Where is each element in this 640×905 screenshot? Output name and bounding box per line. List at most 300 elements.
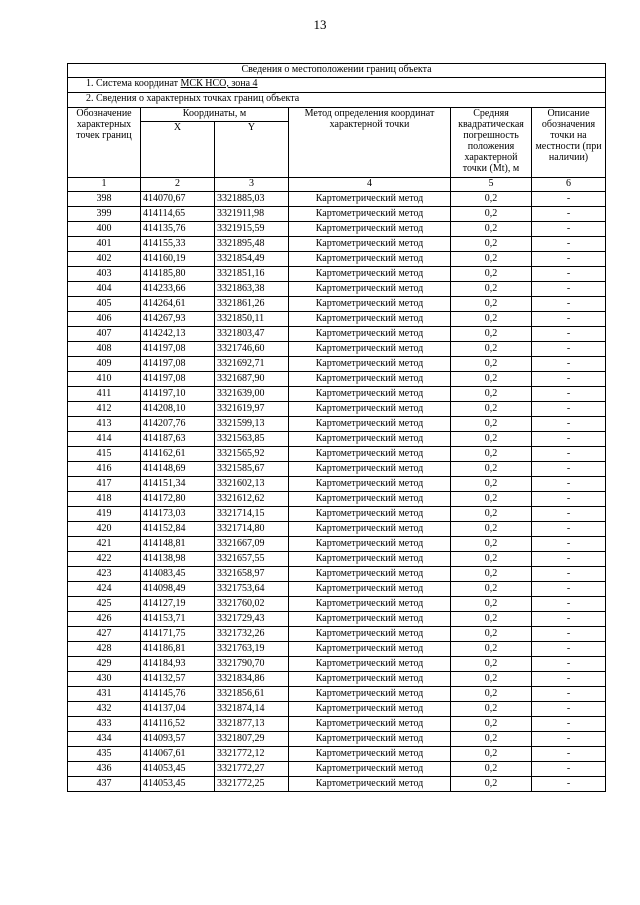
accuracy-cell: 0,2 bbox=[451, 762, 532, 777]
table-row bbox=[68, 312, 606, 327]
accuracy-cell: 0,2 bbox=[451, 492, 532, 507]
x-coordinate-cell: 414053,45 bbox=[141, 762, 215, 777]
method-cell: Картометрический метод bbox=[289, 447, 451, 462]
point-number-cell: 408 bbox=[68, 342, 141, 357]
accuracy-cell: 0,2 bbox=[451, 552, 532, 567]
x-coordinate-cell: 414185,80 bbox=[141, 267, 215, 282]
x-coordinate-cell: 414067,61 bbox=[141, 747, 215, 762]
table-row bbox=[68, 657, 606, 672]
y-coordinate-cell: 3321874,14 bbox=[215, 702, 289, 717]
accuracy-cell: 0,2 bbox=[451, 432, 532, 447]
point-number-cell: 431 bbox=[68, 687, 141, 702]
accuracy-cell: 0,2 bbox=[451, 387, 532, 402]
x-coordinate-cell: 414114,65 bbox=[141, 207, 215, 222]
point-number-cell: 412 bbox=[68, 402, 141, 417]
point-number-cell: 425 bbox=[68, 597, 141, 612]
table-row bbox=[68, 447, 606, 462]
accuracy-cell: 0,2 bbox=[451, 192, 532, 207]
description-cell: - bbox=[532, 762, 606, 777]
point-number-cell: 433 bbox=[68, 717, 141, 732]
table-row bbox=[68, 687, 606, 702]
x-coordinate-cell: 414264,61 bbox=[141, 297, 215, 312]
table-row bbox=[68, 477, 606, 492]
table-row bbox=[68, 282, 606, 297]
method-cell: Картометрический метод bbox=[289, 522, 451, 537]
method-cell: Картометрический метод bbox=[289, 252, 451, 267]
point-number-cell: 416 bbox=[68, 462, 141, 477]
description-cell: - bbox=[532, 447, 606, 462]
table-row bbox=[68, 432, 606, 447]
x-coordinate-cell: 414184,93 bbox=[141, 657, 215, 672]
method-cell: Картометрический метод bbox=[289, 327, 451, 342]
description-cell: - bbox=[532, 657, 606, 672]
accuracy-cell: 0,2 bbox=[451, 507, 532, 522]
table-row bbox=[68, 327, 606, 342]
table-row bbox=[68, 777, 606, 792]
y-coordinate-cell: 3321746,60 bbox=[215, 342, 289, 357]
x-coordinate-cell: 414098,49 bbox=[141, 582, 215, 597]
x-coordinate-cell: 414186,81 bbox=[141, 642, 215, 657]
method-cell: Картометрический метод bbox=[289, 192, 451, 207]
y-coordinate-cell: 3321657,55 bbox=[215, 552, 289, 567]
method-cell: Картометрический метод bbox=[289, 342, 451, 357]
y-coordinate-cell: 3321692,71 bbox=[215, 357, 289, 372]
point-number-cell: 423 bbox=[68, 567, 141, 582]
x-coordinate-cell: 414151,34 bbox=[141, 477, 215, 492]
description-cell: - bbox=[532, 627, 606, 642]
point-number-cell: 420 bbox=[68, 522, 141, 537]
method-cell: Картометрический метод bbox=[289, 747, 451, 762]
accuracy-cell: 0,2 bbox=[451, 747, 532, 762]
point-number-cell: 399 bbox=[68, 207, 141, 222]
accuracy-cell: 0,2 bbox=[451, 207, 532, 222]
x-coordinate-cell: 414116,52 bbox=[141, 717, 215, 732]
y-coordinate-cell: 3321895,48 bbox=[215, 237, 289, 252]
accuracy-cell: 0,2 bbox=[451, 372, 532, 387]
accuracy-cell: 0,2 bbox=[451, 267, 532, 282]
description-cell: - bbox=[532, 672, 606, 687]
table-row bbox=[68, 417, 606, 432]
table-row bbox=[68, 222, 606, 237]
point-number-cell: 414 bbox=[68, 432, 141, 447]
description-cell: - bbox=[532, 387, 606, 402]
method-cell: Картометрический метод bbox=[289, 567, 451, 582]
description-cell: - bbox=[532, 477, 606, 492]
y-coordinate-cell: 3321854,49 bbox=[215, 252, 289, 267]
y-coordinate-cell: 3321714,80 bbox=[215, 522, 289, 537]
table-row bbox=[68, 552, 606, 567]
description-cell: - bbox=[532, 417, 606, 432]
table-row bbox=[68, 762, 606, 777]
x-coordinate-cell: 414153,71 bbox=[141, 612, 215, 627]
x-coordinate-cell: 414138,98 bbox=[141, 552, 215, 567]
description-cell: - bbox=[532, 402, 606, 417]
accuracy-cell: 0,2 bbox=[451, 462, 532, 477]
point-number-cell: 398 bbox=[68, 192, 141, 207]
accuracy-cell: 0,2 bbox=[451, 702, 532, 717]
column-number: 1 bbox=[68, 178, 141, 192]
accuracy-cell: 0,2 bbox=[451, 477, 532, 492]
x-coordinate-cell: 414173,03 bbox=[141, 507, 215, 522]
method-cell: Картометрический метод bbox=[289, 357, 451, 372]
y-coordinate-cell: 3321803,47 bbox=[215, 327, 289, 342]
accuracy-cell: 0,2 bbox=[451, 597, 532, 612]
description-cell: - bbox=[532, 372, 606, 387]
description-cell: - bbox=[532, 732, 606, 747]
point-number-cell: 434 bbox=[68, 732, 141, 747]
accuracy-cell: 0,2 bbox=[451, 777, 532, 792]
y-coordinate-cell: 3321619,97 bbox=[215, 402, 289, 417]
accuracy-cell: 0,2 bbox=[451, 612, 532, 627]
y-coordinate-cell: 3321599,13 bbox=[215, 417, 289, 432]
point-number-cell: 429 bbox=[68, 657, 141, 672]
description-cell: - bbox=[532, 222, 606, 237]
method-cell: Картометрический метод bbox=[289, 642, 451, 657]
point-number-cell: 417 bbox=[68, 477, 141, 492]
accuracy-cell: 0,2 bbox=[451, 342, 532, 357]
y-coordinate-cell: 3321772,25 bbox=[215, 777, 289, 792]
method-cell: Картометрический метод bbox=[289, 597, 451, 612]
x-coordinate-cell: 414172,80 bbox=[141, 492, 215, 507]
header-x: X bbox=[141, 122, 215, 178]
description-cell: - bbox=[532, 507, 606, 522]
description-cell: - bbox=[532, 582, 606, 597]
x-coordinate-cell: 414267,93 bbox=[141, 312, 215, 327]
table-title: Сведения о местоположении границ объекта bbox=[68, 64, 606, 78]
method-cell: Картометрический метод bbox=[289, 717, 451, 732]
coordinate-system-label: 1. Система координат bbox=[86, 78, 181, 89]
x-coordinate-cell: 414197,08 bbox=[141, 357, 215, 372]
description-cell: - bbox=[532, 522, 606, 537]
description-cell: - bbox=[532, 237, 606, 252]
accuracy-cell: 0,2 bbox=[451, 582, 532, 597]
table-row bbox=[68, 627, 606, 642]
point-number-cell: 415 bbox=[68, 447, 141, 462]
table-row bbox=[68, 267, 606, 282]
point-number-cell: 435 bbox=[68, 747, 141, 762]
accuracy-cell: 0,2 bbox=[451, 732, 532, 747]
point-number-cell: 404 bbox=[68, 282, 141, 297]
point-number-cell: 405 bbox=[68, 297, 141, 312]
x-coordinate-cell: 414070,67 bbox=[141, 192, 215, 207]
boundary-points-table bbox=[67, 63, 606, 792]
y-coordinate-cell: 3321877,13 bbox=[215, 717, 289, 732]
x-coordinate-cell: 414093,57 bbox=[141, 732, 215, 747]
y-coordinate-cell: 3321885,03 bbox=[215, 192, 289, 207]
description-cell: - bbox=[532, 567, 606, 582]
method-cell: Картометрический метод bbox=[289, 417, 451, 432]
method-cell: Картометрический метод bbox=[289, 702, 451, 717]
method-cell: Картометрический метод bbox=[289, 732, 451, 747]
x-coordinate-cell: 414135,76 bbox=[141, 222, 215, 237]
description-cell: - bbox=[532, 432, 606, 447]
table-row bbox=[68, 297, 606, 312]
y-coordinate-cell: 3321911,98 bbox=[215, 207, 289, 222]
accuracy-cell: 0,2 bbox=[451, 357, 532, 372]
table-row bbox=[68, 747, 606, 762]
column-number: 6 bbox=[532, 178, 606, 192]
x-coordinate-cell: 414197,08 bbox=[141, 372, 215, 387]
header-y: Y bbox=[215, 122, 289, 178]
coordinate-system-line bbox=[68, 78, 606, 93]
x-coordinate-cell: 414083,45 bbox=[141, 567, 215, 582]
x-coordinate-cell: 414233,66 bbox=[141, 282, 215, 297]
x-coordinate-cell: 414155,33 bbox=[141, 237, 215, 252]
table-row bbox=[68, 192, 606, 207]
table-row bbox=[68, 492, 606, 507]
x-coordinate-cell: 414160,19 bbox=[141, 252, 215, 267]
point-number-cell: 424 bbox=[68, 582, 141, 597]
y-coordinate-cell: 3321753,64 bbox=[215, 582, 289, 597]
description-cell: - bbox=[532, 462, 606, 477]
header-accuracy: Средняя квадратическая погрешность положения характерной точки (Mt), м bbox=[451, 108, 532, 178]
description-cell: - bbox=[532, 312, 606, 327]
point-number-cell: 400 bbox=[68, 222, 141, 237]
table-body bbox=[68, 192, 606, 792]
description-cell: - bbox=[532, 207, 606, 222]
point-number-cell: 432 bbox=[68, 702, 141, 717]
y-coordinate-cell: 3321856,61 bbox=[215, 687, 289, 702]
method-cell: Картометрический метод bbox=[289, 507, 451, 522]
description-cell: - bbox=[532, 777, 606, 792]
point-number-cell: 436 bbox=[68, 762, 141, 777]
x-coordinate-cell: 414187,63 bbox=[141, 432, 215, 447]
y-coordinate-cell: 3321563,85 bbox=[215, 432, 289, 447]
x-coordinate-cell: 414208,10 bbox=[141, 402, 215, 417]
table-row bbox=[68, 207, 606, 222]
y-coordinate-cell: 3321732,26 bbox=[215, 627, 289, 642]
column-number: 2 bbox=[141, 178, 215, 192]
header-coordinates: Координаты, м bbox=[141, 108, 289, 122]
table-row bbox=[68, 537, 606, 552]
table-row bbox=[68, 567, 606, 582]
x-coordinate-cell: 414171,75 bbox=[141, 627, 215, 642]
table-row bbox=[68, 642, 606, 657]
method-cell: Картометрический метод bbox=[289, 222, 451, 237]
accuracy-cell: 0,2 bbox=[451, 717, 532, 732]
y-coordinate-cell: 3321863,38 bbox=[215, 282, 289, 297]
y-coordinate-cell: 3321807,29 bbox=[215, 732, 289, 747]
y-coordinate-cell: 3321602,13 bbox=[215, 477, 289, 492]
page-number: 13 bbox=[313, 17, 327, 32]
description-cell: - bbox=[532, 492, 606, 507]
description-cell: - bbox=[532, 642, 606, 657]
accuracy-cell: 0,2 bbox=[451, 282, 532, 297]
header-point-designation: Обозначение характерных точек границ bbox=[68, 108, 141, 178]
method-cell: Картометрический метод bbox=[289, 762, 451, 777]
method-cell: Картометрический метод bbox=[289, 297, 451, 312]
description-cell: - bbox=[532, 702, 606, 717]
description-cell: - bbox=[532, 252, 606, 267]
accuracy-cell: 0,2 bbox=[451, 252, 532, 267]
accuracy-cell: 0,2 bbox=[451, 222, 532, 237]
table-row bbox=[68, 582, 606, 597]
table-row bbox=[68, 702, 606, 717]
y-coordinate-cell: 3321687,90 bbox=[215, 372, 289, 387]
y-coordinate-cell: 3321612,62 bbox=[215, 492, 289, 507]
column-number: 4 bbox=[289, 178, 451, 192]
method-cell: Картометрический метод bbox=[289, 627, 451, 642]
points-heading: 2. Сведения о характерных точках границ объекта bbox=[68, 93, 606, 108]
table-row bbox=[68, 402, 606, 417]
accuracy-cell: 0,2 bbox=[451, 642, 532, 657]
y-coordinate-cell: 3321763,19 bbox=[215, 642, 289, 657]
description-cell: - bbox=[532, 282, 606, 297]
x-coordinate-cell: 414127,19 bbox=[141, 597, 215, 612]
table-row bbox=[68, 597, 606, 612]
point-number-cell: 413 bbox=[68, 417, 141, 432]
method-cell: Картометрический метод bbox=[289, 612, 451, 627]
method-cell: Картометрический метод bbox=[289, 207, 451, 222]
method-cell: Картометрический метод bbox=[289, 282, 451, 297]
y-coordinate-cell: 3321760,02 bbox=[215, 597, 289, 612]
method-cell: Картометрический метод bbox=[289, 477, 451, 492]
method-cell: Картометрический метод bbox=[289, 777, 451, 792]
point-number-cell: 421 bbox=[68, 537, 141, 552]
accuracy-cell: 0,2 bbox=[451, 567, 532, 582]
table-row bbox=[68, 342, 606, 357]
x-coordinate-cell: 414162,61 bbox=[141, 447, 215, 462]
description-cell: - bbox=[532, 267, 606, 282]
accuracy-cell: 0,2 bbox=[451, 237, 532, 252]
method-cell: Картометрический метод bbox=[289, 687, 451, 702]
point-number-cell: 402 bbox=[68, 252, 141, 267]
point-number-cell: 430 bbox=[68, 672, 141, 687]
method-cell: Картометрический метод bbox=[289, 372, 451, 387]
x-coordinate-cell: 414053,45 bbox=[141, 777, 215, 792]
y-coordinate-cell: 3321772,27 bbox=[215, 762, 289, 777]
point-number-cell: 409 bbox=[68, 357, 141, 372]
accuracy-cell: 0,2 bbox=[451, 327, 532, 342]
y-coordinate-cell: 3321851,16 bbox=[215, 267, 289, 282]
x-coordinate-cell: 414137,04 bbox=[141, 702, 215, 717]
x-coordinate-cell: 414207,76 bbox=[141, 417, 215, 432]
description-cell: - bbox=[532, 327, 606, 342]
point-number-cell: 427 bbox=[68, 627, 141, 642]
table-row bbox=[68, 732, 606, 747]
description-cell: - bbox=[532, 342, 606, 357]
point-number-cell: 411 bbox=[68, 387, 141, 402]
point-number-cell: 407 bbox=[68, 327, 141, 342]
y-coordinate-cell: 3321850,11 bbox=[215, 312, 289, 327]
x-coordinate-cell: 414152,84 bbox=[141, 522, 215, 537]
method-cell: Картометрический метод bbox=[289, 387, 451, 402]
method-cell: Картометрический метод bbox=[289, 267, 451, 282]
point-number-cell: 428 bbox=[68, 642, 141, 657]
accuracy-cell: 0,2 bbox=[451, 447, 532, 462]
description-cell: - bbox=[532, 537, 606, 552]
accuracy-cell: 0,2 bbox=[451, 522, 532, 537]
header-method: Метод определения координат характерной точки bbox=[289, 108, 451, 178]
method-cell: Картометрический метод bbox=[289, 237, 451, 252]
x-coordinate-cell: 414242,13 bbox=[141, 327, 215, 342]
table-row bbox=[68, 522, 606, 537]
y-coordinate-cell: 3321915,59 bbox=[215, 222, 289, 237]
y-coordinate-cell: 3321658,97 bbox=[215, 567, 289, 582]
y-coordinate-cell: 3321714,15 bbox=[215, 507, 289, 522]
method-cell: Картометрический метод bbox=[289, 402, 451, 417]
table-row bbox=[68, 462, 606, 477]
y-coordinate-cell: 3321565,92 bbox=[215, 447, 289, 462]
description-cell: - bbox=[532, 687, 606, 702]
method-cell: Картометрический метод bbox=[289, 537, 451, 552]
column-number: 3 bbox=[215, 178, 289, 192]
x-coordinate-cell: 414197,10 bbox=[141, 387, 215, 402]
description-cell: - bbox=[532, 297, 606, 312]
method-cell: Картометрический метод bbox=[289, 552, 451, 567]
x-coordinate-cell: 414148,81 bbox=[141, 537, 215, 552]
point-number-cell: 406 bbox=[68, 312, 141, 327]
y-coordinate-cell: 3321790,70 bbox=[215, 657, 289, 672]
point-number-cell: 401 bbox=[68, 237, 141, 252]
y-coordinate-cell: 3321639,00 bbox=[215, 387, 289, 402]
point-number-cell: 426 bbox=[68, 612, 141, 627]
table-row bbox=[68, 507, 606, 522]
x-coordinate-cell: 414132,57 bbox=[141, 672, 215, 687]
method-cell: Картометрический метод bbox=[289, 492, 451, 507]
accuracy-cell: 0,2 bbox=[451, 537, 532, 552]
description-cell: - bbox=[532, 717, 606, 732]
point-number-cell: 437 bbox=[68, 777, 141, 792]
header-description: Описание обозначения точки на местности (при наличии) bbox=[532, 108, 606, 178]
accuracy-cell: 0,2 bbox=[451, 297, 532, 312]
description-cell: - bbox=[532, 357, 606, 372]
y-coordinate-cell: 3321772,12 bbox=[215, 747, 289, 762]
y-coordinate-cell: 3321667,09 bbox=[215, 537, 289, 552]
y-coordinate-cell: 3321861,26 bbox=[215, 297, 289, 312]
table-row bbox=[68, 387, 606, 402]
accuracy-cell: 0,2 bbox=[451, 687, 532, 702]
coordinate-system-value: МСК НСО, зона 4 bbox=[180, 78, 258, 89]
point-number-cell: 419 bbox=[68, 507, 141, 522]
column-number: 5 bbox=[451, 178, 532, 192]
table-row bbox=[68, 672, 606, 687]
x-coordinate-cell: 414197,08 bbox=[141, 342, 215, 357]
description-cell: - bbox=[532, 192, 606, 207]
table-row bbox=[68, 237, 606, 252]
method-cell: Картометрический метод bbox=[289, 657, 451, 672]
table-row bbox=[68, 717, 606, 732]
x-coordinate-cell: 414145,76 bbox=[141, 687, 215, 702]
table-row bbox=[68, 372, 606, 387]
description-cell: - bbox=[532, 612, 606, 627]
x-coordinate-cell: 414148,69 bbox=[141, 462, 215, 477]
accuracy-cell: 0,2 bbox=[451, 417, 532, 432]
point-number-cell: 418 bbox=[68, 492, 141, 507]
table-row bbox=[68, 612, 606, 627]
y-coordinate-cell: 3321585,67 bbox=[215, 462, 289, 477]
method-cell: Картометрический метод bbox=[289, 462, 451, 477]
table-row bbox=[68, 357, 606, 372]
description-cell: - bbox=[532, 747, 606, 762]
point-number-cell: 403 bbox=[68, 267, 141, 282]
y-coordinate-cell: 3321834,86 bbox=[215, 672, 289, 687]
accuracy-cell: 0,2 bbox=[451, 672, 532, 687]
method-cell: Картометрический метод bbox=[289, 672, 451, 687]
accuracy-cell: 0,2 bbox=[451, 657, 532, 672]
y-coordinate-cell: 3321729,43 bbox=[215, 612, 289, 627]
point-number-cell: 422 bbox=[68, 552, 141, 567]
description-cell: - bbox=[532, 597, 606, 612]
accuracy-cell: 0,2 bbox=[451, 627, 532, 642]
method-cell: Картометрический метод bbox=[289, 582, 451, 597]
method-cell: Картометрический метод bbox=[289, 432, 451, 447]
description-cell: - bbox=[532, 552, 606, 567]
method-cell: Картометрический метод bbox=[289, 312, 451, 327]
accuracy-cell: 0,2 bbox=[451, 312, 532, 327]
accuracy-cell: 0,2 bbox=[451, 402, 532, 417]
point-number-cell: 410 bbox=[68, 372, 141, 387]
